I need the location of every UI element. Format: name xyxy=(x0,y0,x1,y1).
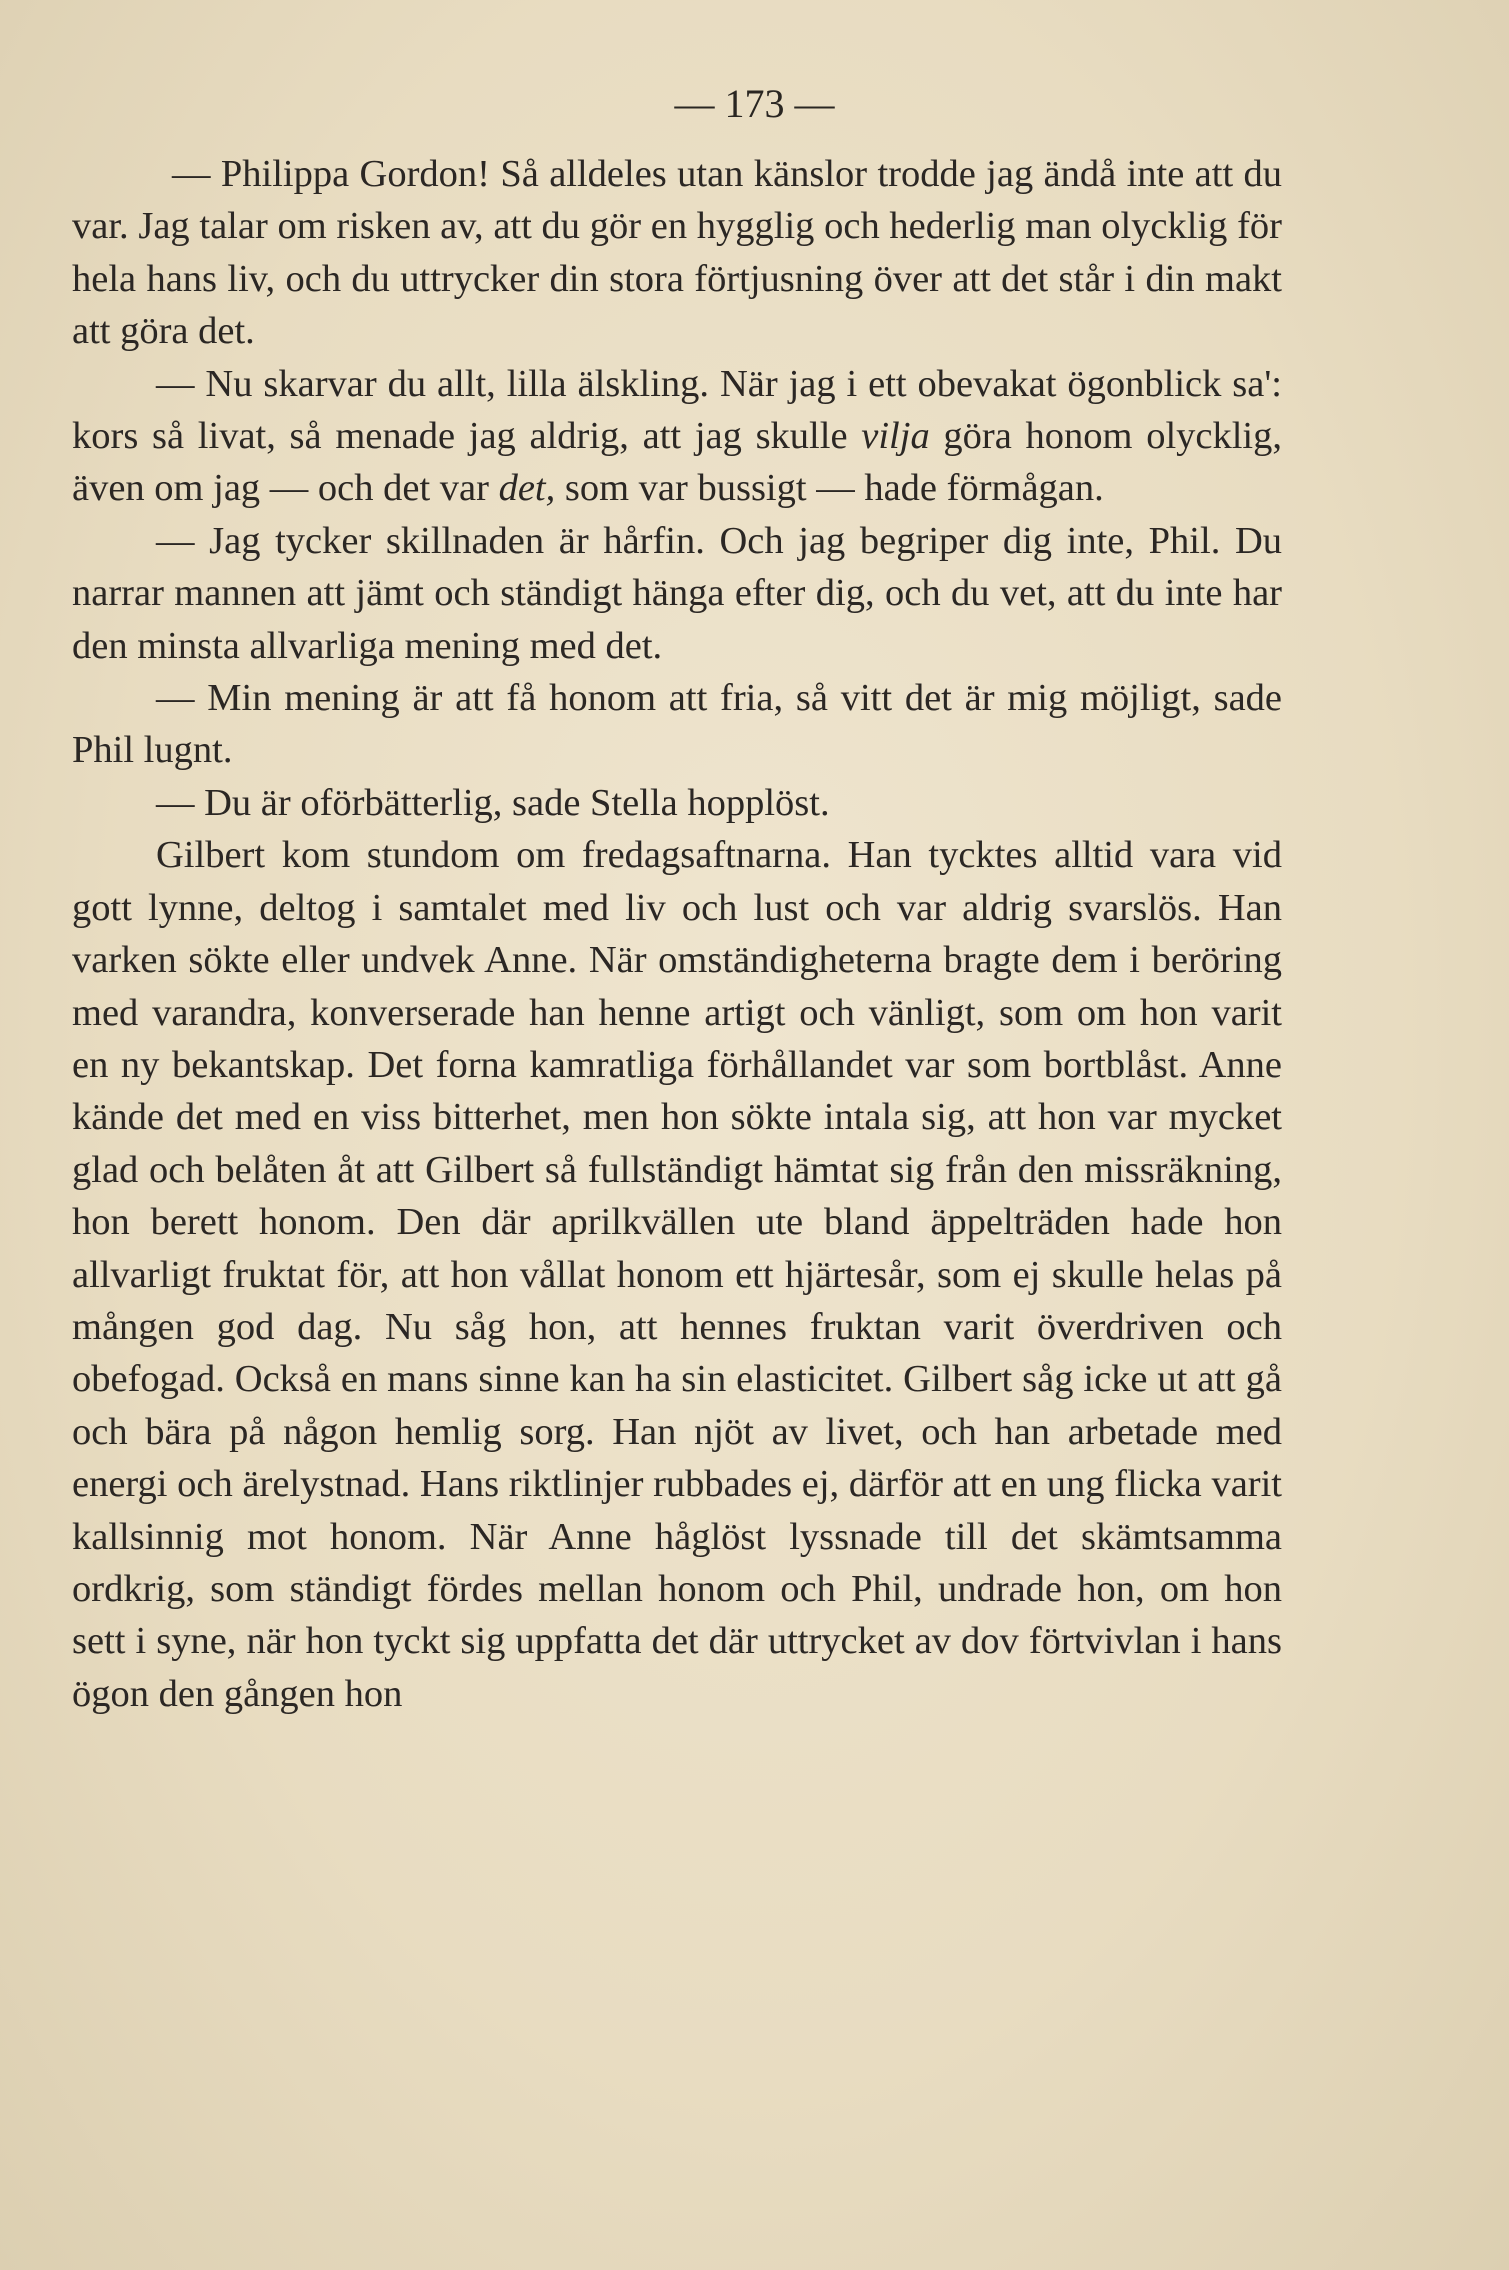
page-number: — 173 — xyxy=(674,81,835,126)
text-segment: Gilbert kom stundom om fredagsaftnarna. Han tycktes alltid vara vid gott lynne, deltog i samtalet med liv och lust och var aldrig svarslös. Han varken sökte eller undvek Anne. När omständigheterna bragte dem i beröring med varandra, konverserade han henne artigt och vänligt, som om hon varit en ny bekantskap. Det forna kamratliga förhållandet var som bortblåst. Anne kände det med en viss bitterhet, men hon sökte intala sig, att hon var mycket glad och belåten åt att Gilbert så fullständigt hämtat sig från den missräkning, hon berett honom. Den där aprilkvällen ute bland äppelträden hade hon allvarligt fruktat för, att hon vållat honom ett hjärtesår, som ej skulle helas på mången god dag. Nu såg hon, att hennes fruktan varit överdriven och obefogad. Också en mans sinne kan ha sin elasticitet. Gilbert såg icke ut att gå och bära på någon hemlig sorg. Han njöt av livet, och han arbetade med energi och ärelystnad. Hans riktlinjer rubbades ej, därför att en ung flicka varit kallsinnig mot honom. När Anne håglöst lyssnade till det skämtsamma ordkrig, som ständigt fördes mellan honom och Phil, undrade hon, om hon sett i syne, när hon tyckt sig uppfatta det där uttrycket av dov förtvivlan i hans ögon den gången hon xyxy=(72,834,1282,1715)
paragraph xyxy=(72,515,1282,672)
text-segment: som var bussigt — hade förmågan. xyxy=(555,467,1104,510)
text-segment: göra honom olycklig, även om jag — och det var xyxy=(72,415,1282,510)
paragraph xyxy=(72,148,1282,358)
text-segment: — Du är oförbätterlig, sade Stella hopplöst. xyxy=(156,781,830,824)
paragraph xyxy=(72,829,1282,1720)
italic-word: det, xyxy=(498,467,556,510)
italic-word: vilja xyxy=(861,415,930,458)
paragraph xyxy=(72,777,1282,829)
text-segment: — Jag tycker skillnaden är hårfin. Och jag begriper dig inte, Phil. Du narrar mannen att jämt och ständigt hänga efter dig, och du vet, att du inte har den minsta allvarliga mening med det. xyxy=(72,519,1282,667)
paragraph xyxy=(72,672,1282,777)
body-text xyxy=(72,148,1282,1720)
paragraph xyxy=(72,358,1282,515)
text-segment: — Philippa Gordon! Så alldeles utan känslor trodde jag ändå inte att du var. Jag talar om risken av, att du gör en hygglig och hederlig man olycklig för hela hans liv, och du uttrycker din stora förtjusning över att det står i din makt att göra det. xyxy=(72,153,1282,353)
text-segment: — Nu skarvar du allt, lilla älskling. När jag i ett obevakat ögonblick sa': kors så livat, så menade jag aldrig, att jag skulle xyxy=(72,362,1282,458)
text-segment: — Min mening är att få honom att fria, så vitt det är mig möjligt, sade Phil lugnt. xyxy=(72,677,1282,772)
